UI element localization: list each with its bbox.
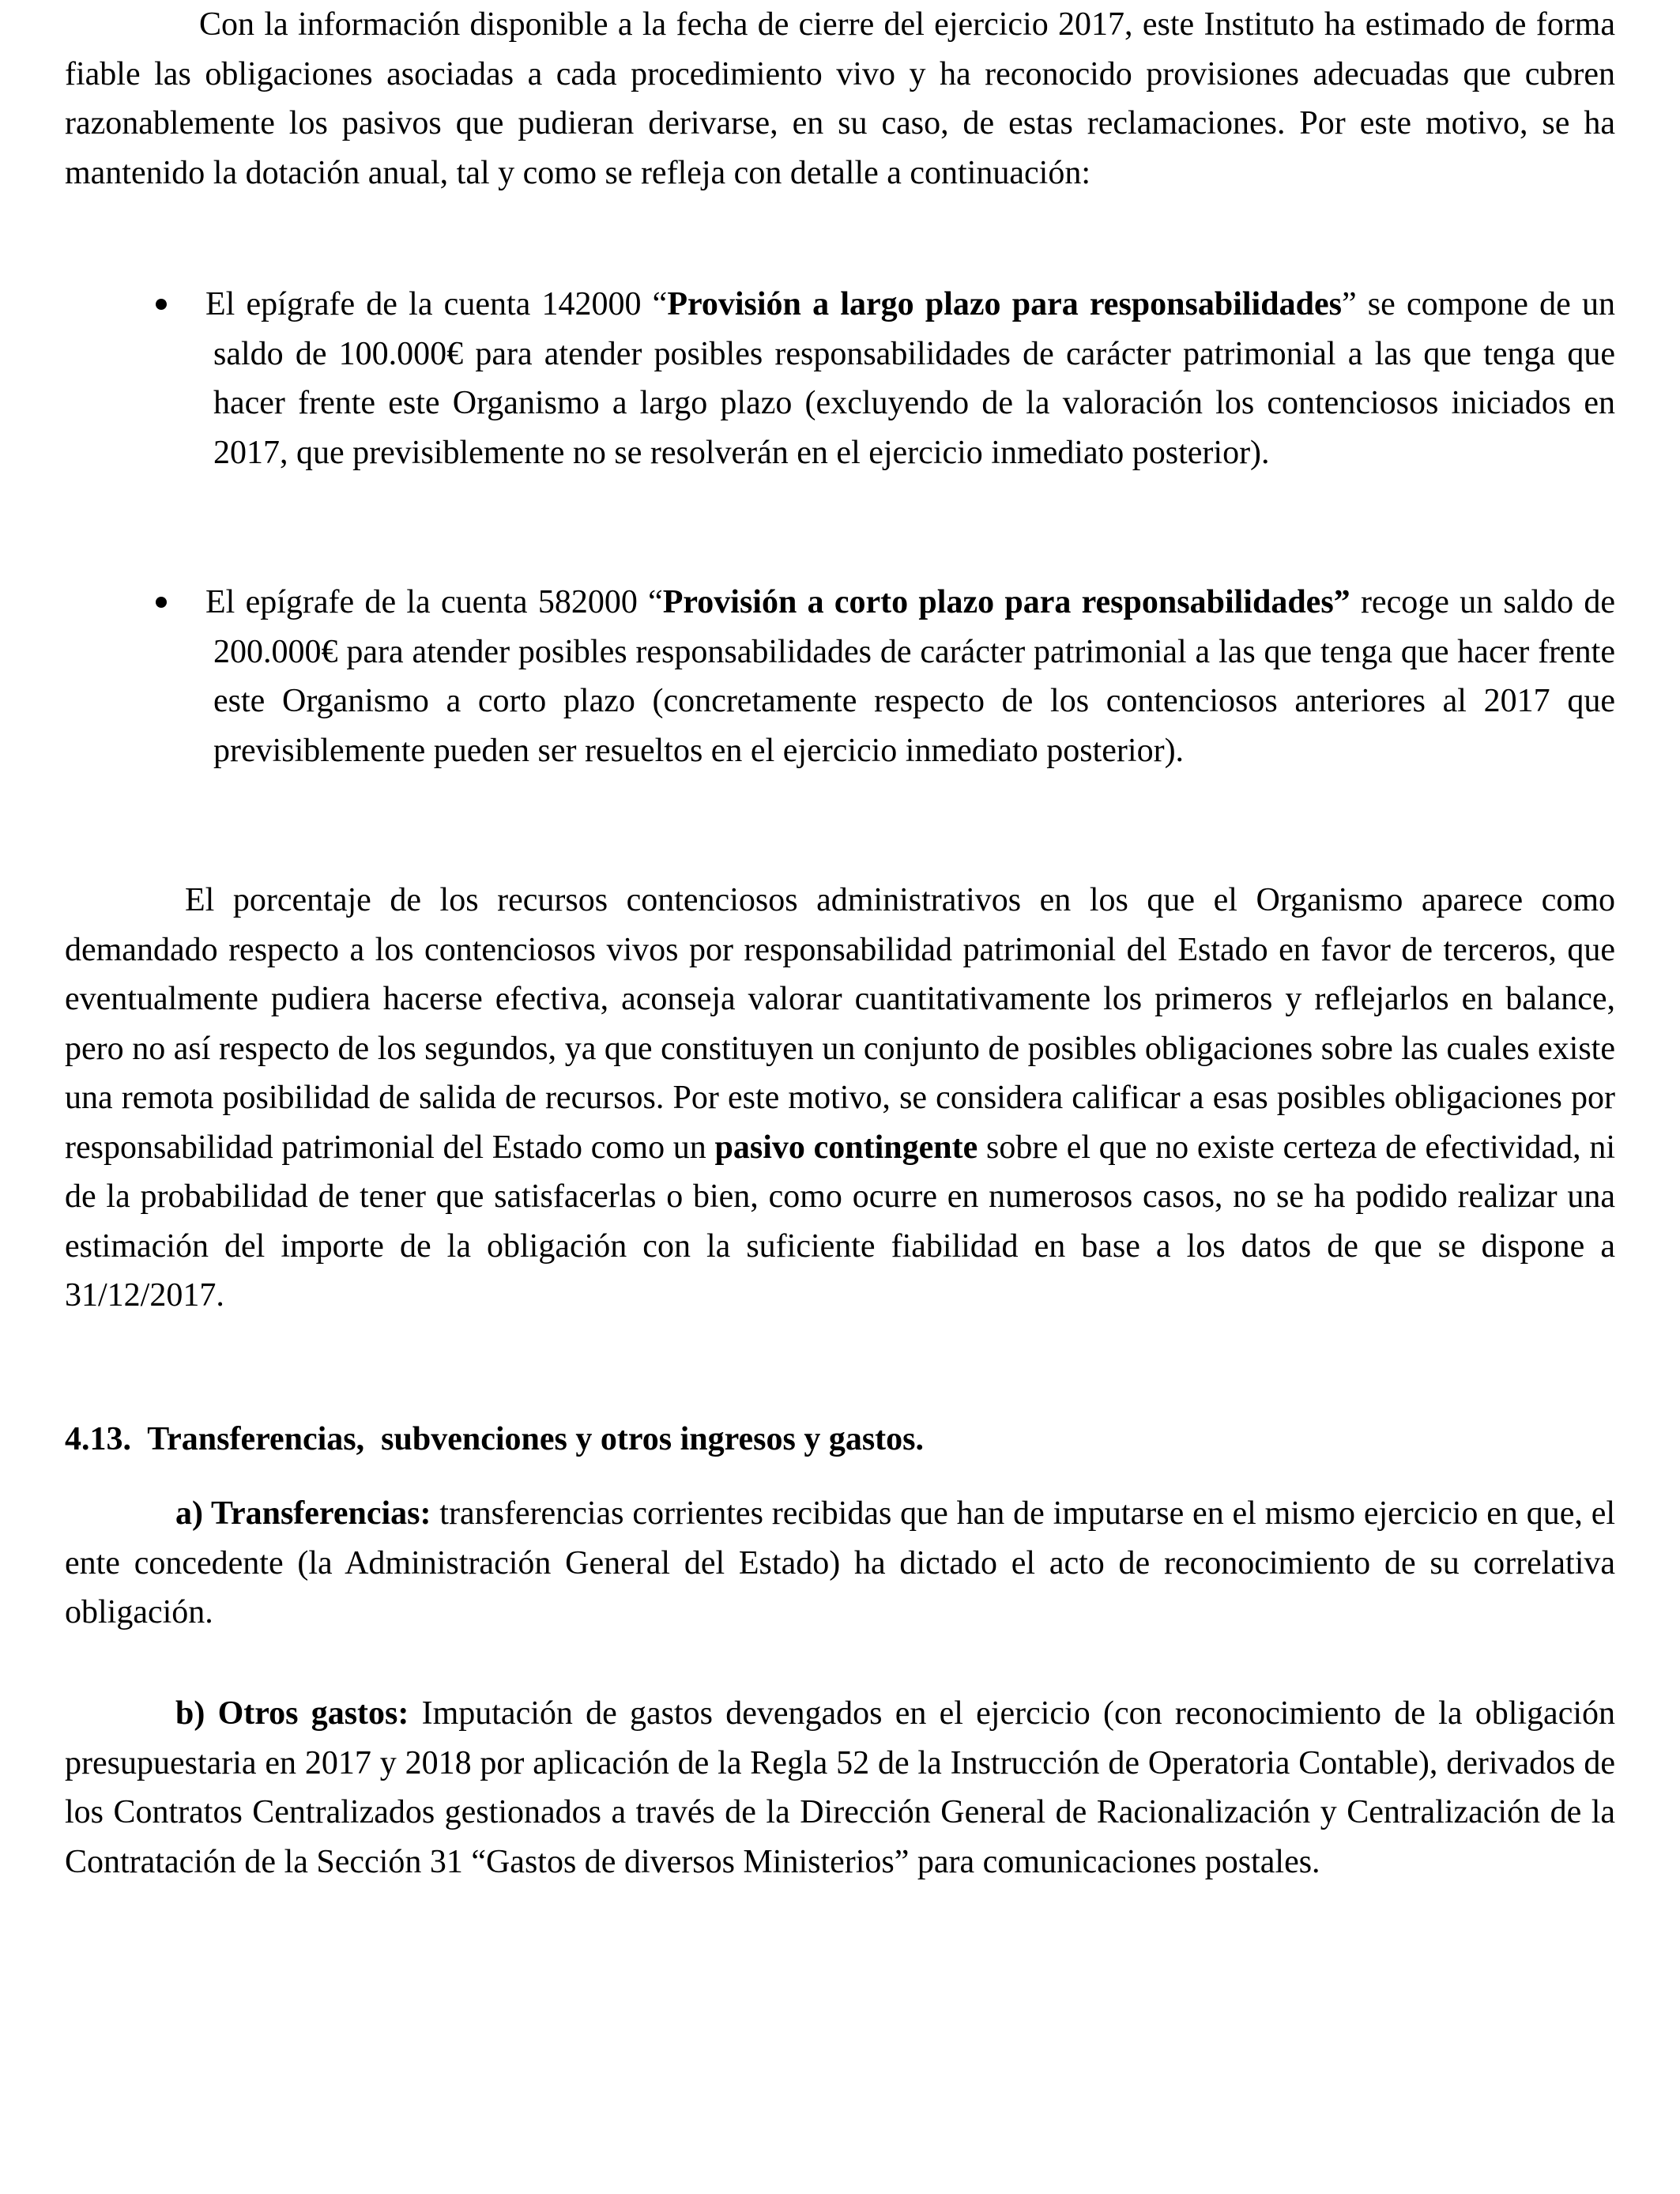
item-a-text: transferencias corrientes recibidas que han de imputarse en el mismo ejercicio en que, el ente concedente (la Administración General del Estado) ha dictado el acto de reconocimiento de su correlativa obligación. (65, 1495, 1616, 1630)
list-item-text-pre: El epígrafe de la cuenta 582000 “ (205, 584, 663, 620)
item-b-text: Imputación de gastos devengados en el ejercicio (con reconocimiento de la obligación presupuestaria en 2017 y 2018 por aplicación de la Regla 52 de la Instrucción de Operatoria Contable), derivados de los Contratos Centralizados gestionados a través de la Dirección General de Racionalización y Centralización de la Contratación de la Sección 31 “Gastos de diversos Ministerios” para comunicaciones postales. (65, 1695, 1615, 1880)
bullet-icon (145, 578, 177, 628)
contingent-liability-paragraph (65, 876, 1615, 1321)
account-582000-title: Provisión a corto plazo para responsabilidades” (662, 584, 1350, 620)
intro-paragraph-text: Con la información disponible a la fecha de cierre del ejercicio 2017, este Instituto ha estimado de forma fiable las obligaciones asociadas a cada procedimiento vivo y ha reconocido provisiones adecuadas que cubren razonablemente los pasivos que pudieran derivarse, en su caso, de estas reclamaciones. Por este motivo, se ha mantenido la dotación anual, tal y como se refleja con detalle a continuación: (65, 6, 1615, 191)
section-heading: 4.13. Transferencias, subvenciones y otros ingresos y gastos. (65, 1421, 924, 1457)
list-item-long-term-provision (205, 280, 1615, 477)
bullet-icon (145, 280, 177, 330)
paragraph-text-post: sobre el que no existe certeza de efectividad, ni de la probabilidad de tener que satisfacerlas o bien, como ocurre en numerosos casos, no se ha podido realizar una estimación del importe de la obligación con la suficiente fiabilidad en base a los datos de que se dispone a 31/12/2017. (65, 1129, 1616, 1314)
list-item-text-pre: El epígrafe de la cuenta 142000 “ (205, 286, 668, 322)
item-b-otros-gastos (65, 1689, 1615, 1887)
list-item-text-post: recoge un saldo de 200.000€ para atender posibles responsabilidades de carácter patrimonial a las que tenga que hacer frente este Organismo a corto plazo (concretamente respecto de los contenciosos anteriores al 2017 que previsiblemente pueden ser resueltos en el ejercicio inmediato posterior). (213, 584, 1615, 769)
list-item-short-term-provision (205, 578, 1615, 775)
item-b-label: b) Otros gastos: (175, 1695, 409, 1732)
item-a-label: a) Transferencias: (175, 1495, 431, 1532)
contingent-liability-term: pasivo contingente (714, 1129, 978, 1166)
list-item-text-post: ” se compone de un saldo de 100.000€ para atender posibles responsabilidades de carácter patrimonial a las que tenga que hacer frente este Organismo a largo plazo (excluyendo de la valoración los contenciosos iniciados en 2017, que previsiblemente no se resolverán en el ejercicio inmediato posterior). (213, 286, 1615, 471)
intro-paragraph (65, 0, 1615, 198)
account-142000-title: Provisión a largo plazo para responsabilidades (667, 286, 1342, 322)
item-a-transferencias (65, 1489, 1615, 1638)
paragraph-text-pre: El porcentaje de los recursos contenciosos administrativos en los que el Organismo aparece como demandado respecto a los contenciosos vivos por responsabilidad patrimonial del Estado en favor de terceros, que eventualmente pudiera hacerse efectiva, aconseja valorar cuantitativamente los primeros y reflejarlos en balance, pero no así respecto de los segundos, ya que constituyen un conjunto de posibles obligaciones sobre las cuales existe una remota posibilidad de salida de recursos. Por este motivo, se considera calificar a esas posibles obligaciones por responsabilidad patrimonial del Estado como un (65, 882, 1615, 1166)
